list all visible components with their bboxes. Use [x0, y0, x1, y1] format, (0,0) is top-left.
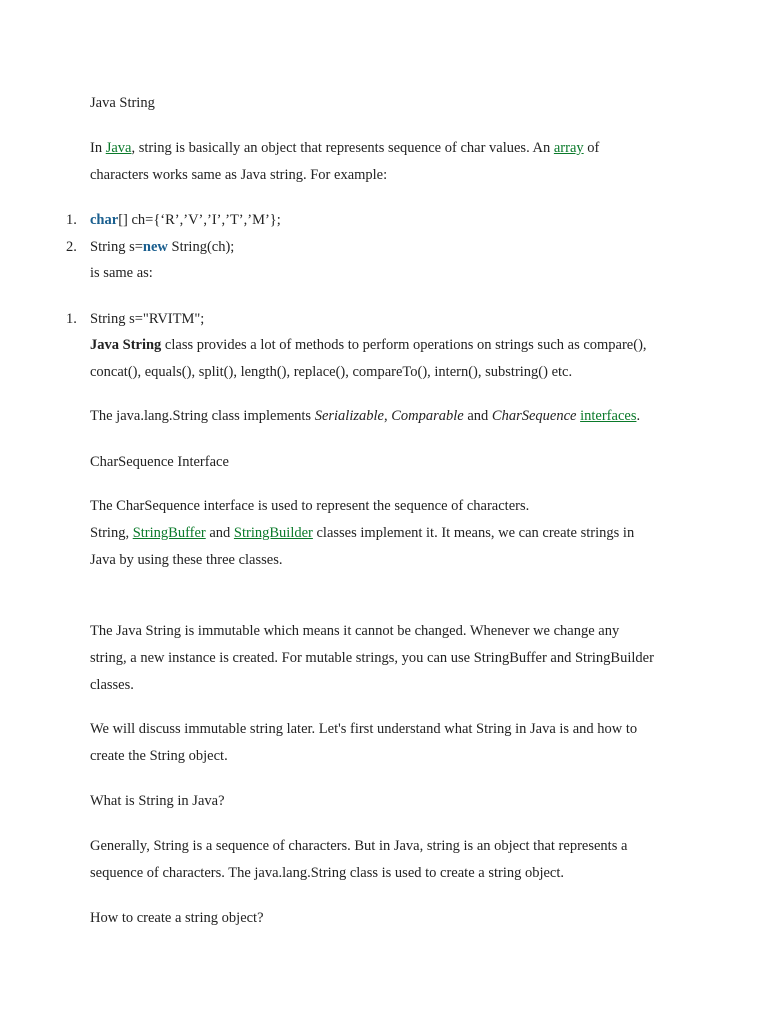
text: String, — [90, 525, 133, 541]
stringbuilder-link[interactable]: StringBuilder — [233, 525, 313, 541]
text: of — [583, 140, 600, 156]
text: classes implement it. It means, we can create strings in — [312, 525, 635, 541]
text: . — [636, 408, 641, 424]
italic-comparable: Comparable — [391, 408, 464, 424]
paragraph-implements — [90, 407, 640, 425]
paragraph-immutable-line-2: string, a new instance is created. For mutable strings, you can use StringBuffer and StringBuilder — [90, 650, 654, 666]
code-line-3: String s="RVITM"; — [90, 311, 205, 327]
paragraph-charsequence-line-3: Java by using these three classes. — [90, 552, 283, 568]
code-text: String s= — [90, 239, 143, 255]
code-text: String(ch); — [167, 239, 235, 255]
italic-charsequence: CharSequence — [491, 408, 577, 424]
bold-java-string: Java String — [90, 337, 162, 353]
text: class provides a lot of methods to perform operations on strings such as compare(), — [161, 337, 647, 353]
code-text: [] ch={‘R’,’V’,’I’,’T’,’M’}; — [118, 212, 281, 228]
paragraph-immutable-line-1: The Java String is immutable which means it cannot be changed. Whenever we change any — [90, 623, 620, 639]
list-number: 2. — [66, 239, 77, 255]
java-link[interactable]: Java — [105, 140, 132, 156]
keyword-new: new — [142, 239, 168, 255]
same-as-text: is same as: — [90, 265, 153, 281]
page-title: Java String — [90, 95, 155, 111]
list-number: 1. — [66, 311, 77, 327]
text: In — [90, 140, 106, 156]
paragraph-methods-line-1 — [90, 336, 647, 354]
text: and — [463, 408, 492, 424]
paragraph-immutable-line-3: classes. — [90, 677, 134, 693]
paragraph-charsequence-line-1: The CharSequence interface is used to represent the sequence of characters. — [90, 498, 530, 514]
text: The java.lang.String class implements — [90, 408, 315, 424]
keyword-char: char — [90, 212, 119, 228]
paragraph-generally-line-1: Generally, String is a sequence of characters. But in Java, string is an object that represents a — [90, 838, 628, 854]
paragraph-generally-line-2: sequence of characters. The java.lang.String class is used to create a string object. — [90, 865, 565, 881]
text: , — [383, 408, 392, 424]
text: and — [205, 525, 234, 541]
heading-how-to-create: How to create a string object? — [90, 910, 264, 926]
list-number: 1. — [66, 212, 77, 228]
italic-serializable: Serializable — [314, 408, 384, 424]
paragraph-methods-line-2: concat(), equals(), split(), length(), replace(), compareTo(), intern(), substring() etc. — [90, 364, 573, 380]
stringbuffer-link[interactable]: StringBuffer — [132, 525, 206, 541]
code-line-2 — [90, 238, 234, 256]
code-line-1 — [90, 211, 281, 229]
heading-charsequence: CharSequence Interface — [90, 454, 229, 470]
heading-what-is-string: What is String in Java? — [90, 793, 225, 809]
interfaces-link[interactable]: interfaces — [580, 408, 637, 424]
paragraph-charsequence-line-2 — [90, 524, 634, 542]
paragraph-intro-line-2: characters works same as Java string. For example: — [90, 167, 388, 183]
paragraph-discuss-line-2: create the String object. — [90, 748, 228, 764]
text: , string is basically an object that represents sequence of char values. An — [131, 140, 554, 156]
paragraph-discuss-line-1: We will discuss immutable string later. Let's first understand what String in Java is and how to — [90, 721, 638, 737]
array-link[interactable]: array — [553, 140, 584, 156]
paragraph-intro-line-1 — [90, 139, 599, 157]
